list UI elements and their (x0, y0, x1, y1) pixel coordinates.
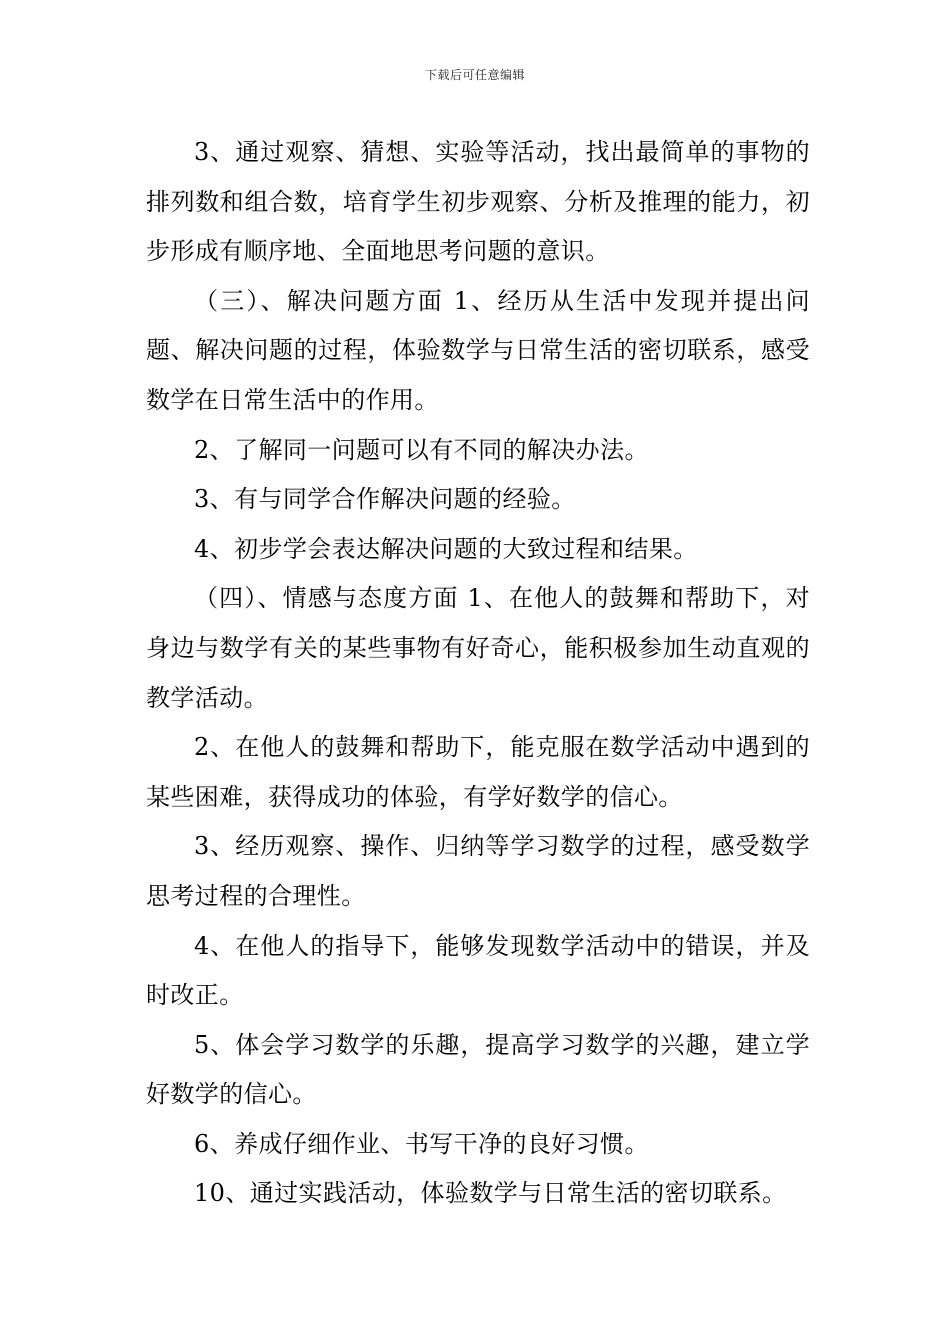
paragraph-overcome-difficulties: 2、在他人的鼓舞和帮助下，能克服在数学活动中遇到的某些困难，获得成功的体验，有学好数学的信心。 (146, 733, 810, 811)
paragraph-observation-activities: 3、通过观察、猜想、实验等活动，找出最简单的事物的排列数和组合数，培育学生初步观察、分析及推理的能力，初步形成有顺序地、全面地思考问题的意识。 (146, 138, 810, 266)
paragraph-find-errors: 4、在他人的指导下，能够发现数学活动中的错误，并及时改正。 (146, 931, 810, 1010)
paragraph-express-process: 4、初步学会表达解决问题的大致过程和结果。 (194, 534, 698, 563)
paragraph-different-solutions: 2、了解同一问题可以有不同的解决办法。 (194, 435, 649, 464)
paragraph-learning-interest: 5、体会学习数学的乐趣，提高学习数学的兴趣，建立学好数学的信心。 (146, 1030, 810, 1109)
paragraph-problem-solving-section: （三）、解决问题方面 1、经历从生活中发现并提出问题、解决问题的过程，体验数学与日常生活的密切联系，感受数学在日常生活中的作用。 (146, 286, 810, 414)
document-body (146, 128, 810, 1219)
page-header-note: 下载后可任意编辑 (424, 68, 525, 82)
paragraph-cooperation: 3、有与同学合作解决问题的经验。 (194, 485, 576, 514)
paragraph-emotion-attitude-section: （四）、情感与态度方面 1、在他人的鼓舞和帮助下，对身边与数学有关的某些事物有好奇心，能积极参加生动直观的教学活动。 (146, 584, 810, 712)
paragraph-practice-activities: 10、通过实践活动，体验数学与日常生活的密切联系。 (194, 1179, 787, 1208)
paragraph-good-habits: 6、养成仔细作业、书写干净的良好习惯。 (194, 1129, 649, 1158)
paragraph-learning-process: 3、经历观察、操作、归纳等学习数学的过程，感受数学思考过程的合理性。 (146, 832, 810, 910)
